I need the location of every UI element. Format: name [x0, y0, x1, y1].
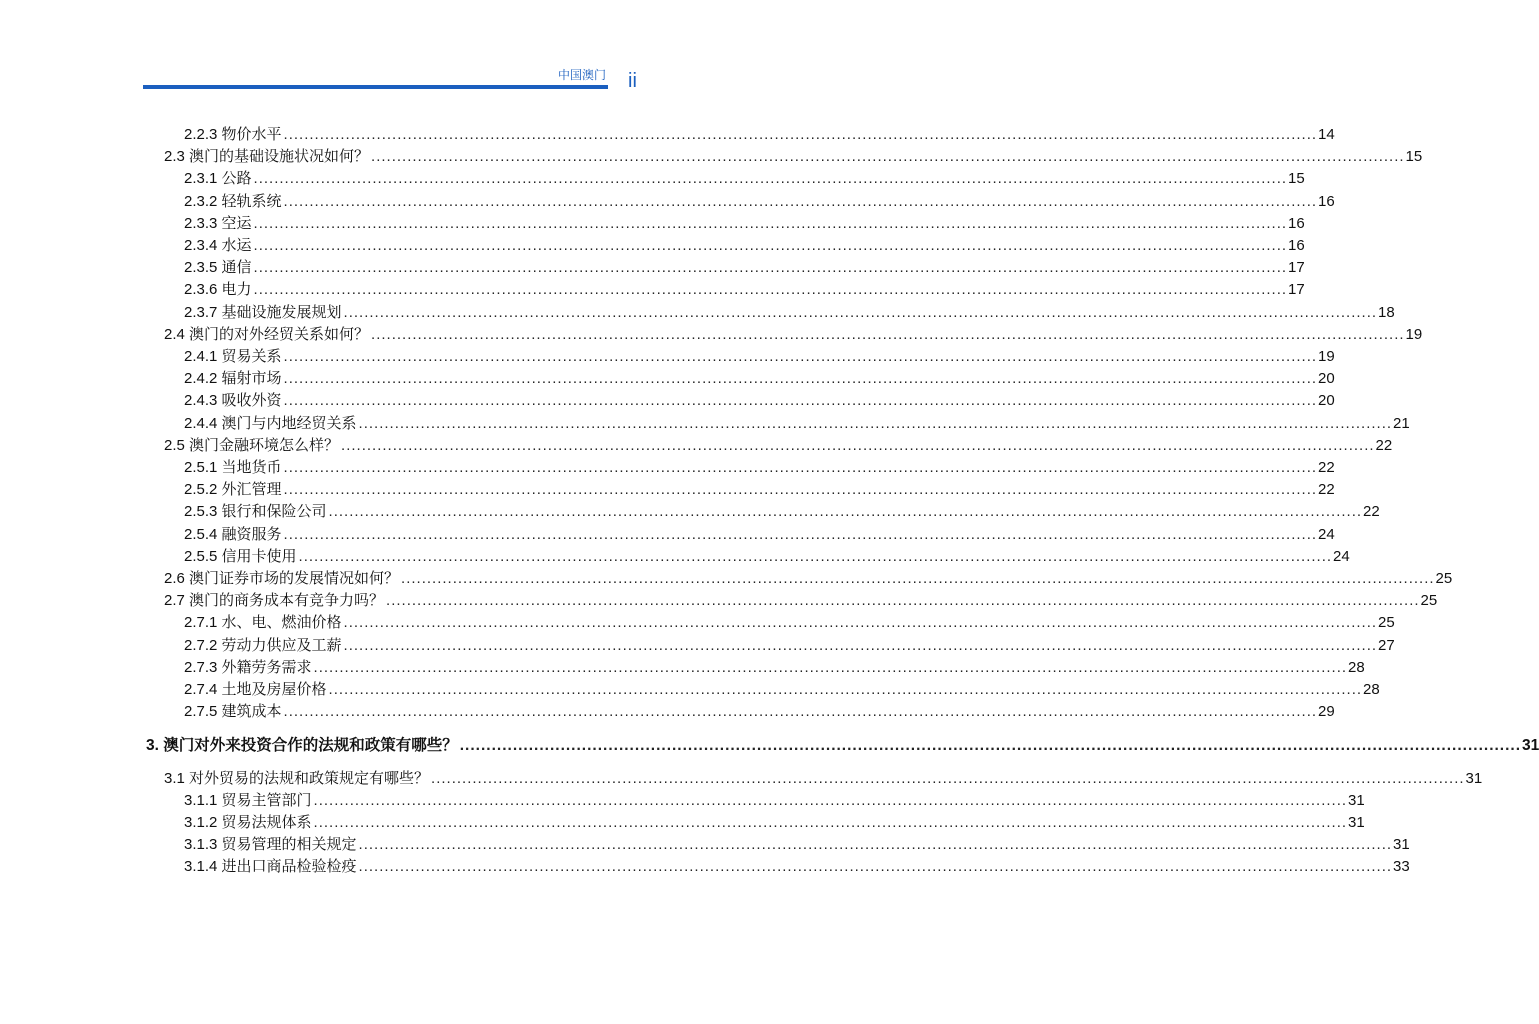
toc-entry-title: 2.7.3 外籍劳务需求 — [184, 658, 312, 676]
toc-entry-page: 22 — [1318, 459, 1335, 476]
toc-entry[interactable] — [184, 233, 1305, 255]
toc-entry-title: 3.1.3 贸易管理的相关规定 — [184, 836, 357, 854]
toc-entry[interactable] — [184, 211, 1305, 233]
toc-entry-page: 27 — [1378, 636, 1395, 654]
toc-entry-page: 17 — [1288, 281, 1305, 299]
toc-entry-title: 3.1.2 贸易法规体系 — [184, 814, 312, 831]
toc-entry-title: 3.1.4 进出口商品检验检疫 — [184, 858, 357, 876]
header-title: 中国澳门 — [557, 68, 606, 82]
toc-leader-dots: ........................................................................................................................................................................................................ — [283, 392, 1318, 410]
toc-entry-title: 2.7.5 建筑成本 — [184, 703, 282, 721]
toc-entry-page: 28 — [1363, 681, 1380, 698]
toc-entry[interactable] — [184, 810, 1365, 832]
toc-entry-title: 3. 澳门对外来投资合作的法规和政策有哪些？ — [146, 737, 458, 755]
toc-entry-page: 22 — [1363, 503, 1380, 521]
toc-entry[interactable] — [184, 655, 1365, 677]
toc-entry[interactable] — [184, 122, 1335, 144]
toc-entry[interactable] — [184, 277, 1305, 299]
toc-leader-dots: ........................................................................................................................................................................................................ — [298, 547, 1333, 565]
toc-entry[interactable] — [184, 300, 1395, 322]
toc-entry-title: 2.7 澳门的商务成本有竞争力吗？ — [164, 592, 385, 610]
toc-entry[interactable] — [184, 455, 1335, 477]
toc-entry-page: 31 — [1348, 814, 1365, 831]
toc-entry-page: 21 — [1393, 414, 1410, 432]
toc-entry-title: 3.1.1 贸易主管部门 — [184, 791, 312, 809]
toc-entry[interactable] — [184, 788, 1365, 810]
toc-entry[interactable] — [164, 433, 1393, 455]
toc-leader-dots: ........................................................................................................................................................................................................ — [431, 769, 1465, 787]
toc-entry[interactable] — [184, 544, 1350, 566]
toc-entry[interactable] — [184, 610, 1395, 632]
toc-entry-page: 15 — [1405, 148, 1423, 166]
toc-leader-dots: ........................................................................................................................................................................................................ — [253, 281, 1288, 299]
toc-entry-title: 2.3.4 水运 — [184, 237, 252, 254]
toc-entry-title: 2.3.3 空运 — [184, 214, 252, 232]
toc-entry[interactable] — [164, 588, 1438, 610]
toc-entry-title: 2.3.2 轻轨系统 — [184, 192, 282, 210]
toc-entry-title: 2.3 澳门的基础设施状况如何？ — [164, 148, 370, 166]
toc-entry-title: 2.5.5 信用卡使用 — [184, 547, 297, 565]
toc-entry-page: 20 — [1318, 392, 1335, 410]
toc-leader-dots: ........................................................................................................................................................................................................ — [283, 459, 1318, 476]
toc-leader-dots: ........................................................................................................................................................................................................ — [283, 126, 1318, 143]
toc-entry-title: 2.6 澳门证券市场的发展情况如何？ — [164, 570, 400, 587]
toc-entry-page: 24 — [1333, 547, 1350, 565]
toc-leader-dots: ........................................................................................................................................................................................................ — [459, 737, 1522, 755]
toc-entry-title: 2.3.5 通信 — [184, 259, 252, 277]
toc-entry-page: 29 — [1318, 703, 1335, 721]
toc-entry[interactable] — [184, 677, 1380, 699]
toc-entry[interactable] — [164, 322, 1423, 344]
toc-entry-page: 22 — [1318, 481, 1335, 499]
toc-leader-dots: ........................................................................................................................................................................................................ — [343, 614, 1378, 632]
toc-entry[interactable] — [164, 566, 1453, 588]
toc-entry-page: 19 — [1318, 348, 1335, 365]
toc-entry[interactable] — [184, 166, 1305, 188]
toc-leader-dots: ........................................................................................................................................................................................................ — [253, 214, 1288, 232]
toc-entry-title: 2.4.1 贸易关系 — [184, 348, 282, 365]
toc-leader-dots: ........................................................................................................................................................................................................ — [358, 858, 1393, 876]
toc-entry[interactable] — [184, 411, 1410, 433]
toc-entry-page: 31 — [1393, 836, 1410, 854]
toc-entry[interactable] — [184, 344, 1335, 366]
toc-leader-dots: ........................................................................................................................................................................................................ — [328, 503, 1363, 521]
toc-entry-title: 2.3.1 公路 — [184, 170, 252, 188]
toc-entry-title: 2.5.2 外汇管理 — [184, 481, 282, 499]
toc-entry[interactable] — [184, 477, 1335, 499]
toc-entry-title: 2.4.2 辐射市场 — [184, 370, 282, 388]
toc-leader-dots: ........................................................................................................................................................................................................ — [283, 525, 1318, 543]
toc-entry-page: 17 — [1288, 259, 1305, 277]
toc-leader-dots: ........................................................................................................................................................................................................ — [283, 370, 1318, 388]
toc-entry[interactable] — [184, 366, 1335, 388]
toc-leader-dots: ........................................................................................................................................................................................................ — [328, 681, 1363, 698]
toc-entry-title: 2.5.4 融资服务 — [184, 525, 282, 543]
toc-entry-title: 2.3.7 基础设施发展规划 — [184, 303, 342, 321]
toc-leader-dots: ........................................................................................................................................................................................................ — [371, 148, 1405, 166]
toc-entry-title: 2.4.4 澳门与内地经贸关系 — [184, 414, 357, 432]
toc-entry-title: 2.7.1 水、电、燃油价格 — [184, 614, 342, 632]
toc-entry-page: 14 — [1318, 126, 1335, 143]
toc-entry-page: 28 — [1348, 658, 1365, 676]
toc-leader-dots: ........................................................................................................................................................................................................ — [371, 325, 1405, 343]
toc-leader-dots: ........................................................................................................................................................................................................ — [313, 814, 1348, 831]
toc-leader-dots: ........................................................................................................................................................................................................ — [283, 192, 1318, 210]
toc-leader-dots: ........................................................................................................................................................................................................ — [313, 791, 1348, 809]
toc-leader-dots: ........................................................................................................................................................................................................ — [253, 237, 1288, 254]
toc-entry[interactable] — [184, 388, 1335, 410]
toc-entry[interactable] — [146, 733, 1539, 755]
toc-entry-title: 2.5 澳门金融环境怎么样？ — [164, 436, 340, 454]
toc-entry[interactable] — [164, 766, 1483, 788]
toc-leader-dots: ........................................................................................................................................................................................................ — [358, 414, 1393, 432]
toc-entry-page: 16 — [1288, 237, 1305, 254]
toc-entry[interactable] — [184, 699, 1335, 721]
toc-entry-page: 33 — [1393, 858, 1410, 876]
toc-entry-page: 25 — [1435, 570, 1453, 587]
toc-entry[interactable] — [164, 144, 1423, 166]
toc-entry-page: 16 — [1318, 192, 1335, 210]
toc-leader-dots: ........................................................................................................................................................................................................ — [283, 348, 1318, 365]
toc-leader-dots: ........................................................................................................................................................................................................ — [386, 592, 1420, 610]
toc-entry-page: 25 — [1420, 592, 1438, 610]
toc-leader-dots: ........................................................................................................................................................................................................ — [358, 836, 1393, 854]
toc-entry-title: 2.3.6 电力 — [184, 281, 252, 299]
toc-entry[interactable] — [184, 255, 1305, 277]
toc-entry-title: 2.2.3 物价水平 — [184, 126, 282, 143]
toc-entry-title: 3.1 对外贸易的法规和政策规定有哪些？ — [164, 769, 430, 787]
toc-entry-page: 18 — [1378, 303, 1395, 321]
toc-entry[interactable] — [184, 522, 1335, 544]
toc-entry-title: 2.5.1 当地货币 — [184, 459, 282, 476]
toc-entry[interactable] — [184, 633, 1395, 655]
toc-leader-dots: ........................................................................................................................................................................................................ — [341, 436, 1375, 454]
toc-entry-title: 2.7.4 土地及房屋价格 — [184, 681, 327, 698]
toc-leader-dots: ........................................................................................................................................................................................................ — [343, 636, 1378, 654]
toc-entry-title: 2.4 澳门的对外经贸关系如何？ — [164, 325, 370, 343]
toc-entry-title: 2.5.3 银行和保险公司 — [184, 503, 327, 521]
toc-leader-dots: ........................................................................................................................................................................................................ — [343, 303, 1378, 321]
toc-entry[interactable] — [184, 189, 1335, 211]
toc-leader-dots: ........................................................................................................................................................................................................ — [401, 570, 1435, 587]
toc-entry-page: 24 — [1318, 525, 1335, 543]
toc-entry-page: 25 — [1378, 614, 1395, 632]
toc-entry-page: 22 — [1375, 436, 1393, 454]
page-number: ii — [628, 70, 637, 92]
toc-leader-dots: ........................................................................................................................................................................................................ — [313, 658, 1348, 676]
toc-entry[interactable] — [184, 499, 1380, 521]
toc-entry-page: 20 — [1318, 370, 1335, 388]
toc-leader-dots: ........................................................................................................................................................................................................ — [283, 481, 1318, 499]
toc-entry[interactable] — [184, 854, 1410, 876]
toc-entry-page: 15 — [1288, 170, 1305, 188]
toc-entry-page: 31 — [1465, 769, 1483, 787]
toc-leader-dots: ........................................................................................................................................................................................................ — [253, 170, 1288, 188]
toc-entry[interactable] — [184, 832, 1410, 854]
toc-leader-dots: ........................................................................................................................................................................................................ — [283, 703, 1318, 721]
header-rule — [143, 85, 608, 89]
toc-entry-page: 31 — [1522, 737, 1539, 755]
toc-entry-page: 16 — [1288, 214, 1305, 232]
toc-leader-dots: ........................................................................................................................................................................................................ — [253, 259, 1288, 277]
toc-entry-title: 2.7.2 劳动力供应及工薪 — [184, 636, 342, 654]
toc-entry-title: 2.4.3 吸收外资 — [184, 392, 282, 410]
toc-entry-page: 31 — [1348, 791, 1365, 809]
toc-entry-page: 19 — [1405, 325, 1423, 343]
